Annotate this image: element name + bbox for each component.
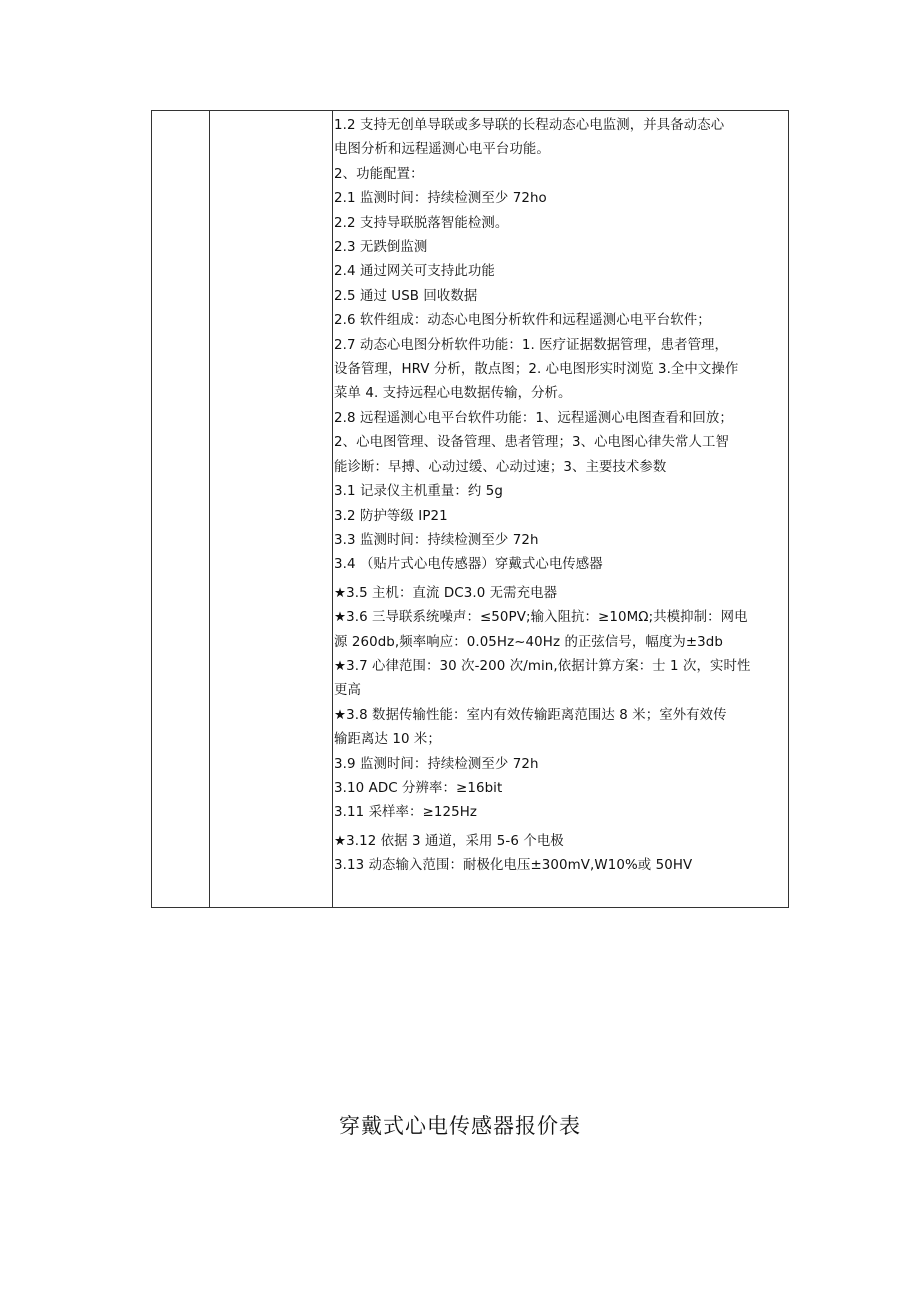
index-cell [152,111,210,908]
spec-line: 2.4 通过网关可支持此功能 [334,264,495,280]
spec-line: 3.9 监测时间：持续检测至少 72h [334,756,539,772]
spec-line: ★3.5 主机：直流 DC3.0 无需充电器 [334,585,558,601]
spec-line: 设备管理，HRV 分析，散点图；2. 心电图形实时浏览 3.全中文操作 [334,362,739,378]
spec-line: 2.6 软件组成：动态心电图分析软件和远程遥测心电平台软件； [334,313,711,329]
spec-line: 菜单 4. 支持远程心电数据传输，分析。 [334,386,572,402]
spec-line: 3.11 采样率：≥125Hz [334,805,478,821]
document-title: 穿戴式心电传感器报价表 [339,1114,581,1138]
spec-line: 3.2 防护等级 IP21 [334,508,448,524]
spec-line: 2、功能配置： [334,166,424,182]
spec-line: 2.2 支持导联脱落智能检测。 [334,215,509,231]
spec-line: 2.5 通过 USB 回收数据 [334,288,478,304]
spec-line: ★3.7 心律范围：30 次-200 次/min,依据计算方案：士 1 次，实时性 [334,658,751,674]
spec-line: 2.1 监测时间：持续检测至少 72ho [334,191,547,207]
spec-line: 能诊断：早搏、心动过缓、心动过速；3、主要技术参数 [334,459,667,475]
spec-line: 2.7 动态心电图分析软件功能：1. 医疗证据数据管理，患者管理， [334,337,729,353]
spec-line: ★3.6 三导联系统噪声：≤50PV;输入阻抗：≥10MΩ;共模抑制：网电 [334,610,748,626]
name-cell [210,111,333,908]
spec-line: ★3.8 数据传输性能：室内有效传输距离范围达 8 米；室外有效传 [334,707,727,723]
spec-line: 3.3 监测时间：持续检测至少 72h [334,532,539,548]
spec-line: 电图分析和远程遥测心电平台功能。 [334,142,550,158]
spec-line: 源 260db,频率响应：0.05Hz~40Hz 的正弦信号，幅度为±3db [334,634,723,650]
spec-line: 3.1 记录仪主机重量：约 5g [334,484,503,500]
spec-line: ★3.12 依据 3 通道，采用 5-6 个电极 [334,833,564,849]
spec-line: 3.4 （贴片式心电传感器）穿戴式心电传感器 [334,557,603,573]
spec-table [151,110,789,908]
spec-line: 1.2 支持无创单导联或多导联的长程动态心电监测，并具备动态心 [334,118,725,133]
spec-line: 2、心电图管理、设备管理、患者管理；3、心电图心律失常人工智 [334,435,729,451]
table-row [152,111,789,908]
spec-line: 3.10 ADC 分辨率：≥16bit [334,780,503,796]
spec-line: 3.13 动态输入范围：耐极化电压±300mV,W10%或 50HV [334,858,693,874]
spec-cell [333,111,789,908]
spec-line: 更高 [334,683,361,699]
spec-line: 2.8 远程遥测心电平台软件功能：1、远程遥测心电图查看和回放； [334,410,733,426]
spec-line: 2.3 无跌倒监测 [334,240,428,256]
spec-line: 输距离达 10 米； [334,732,441,748]
